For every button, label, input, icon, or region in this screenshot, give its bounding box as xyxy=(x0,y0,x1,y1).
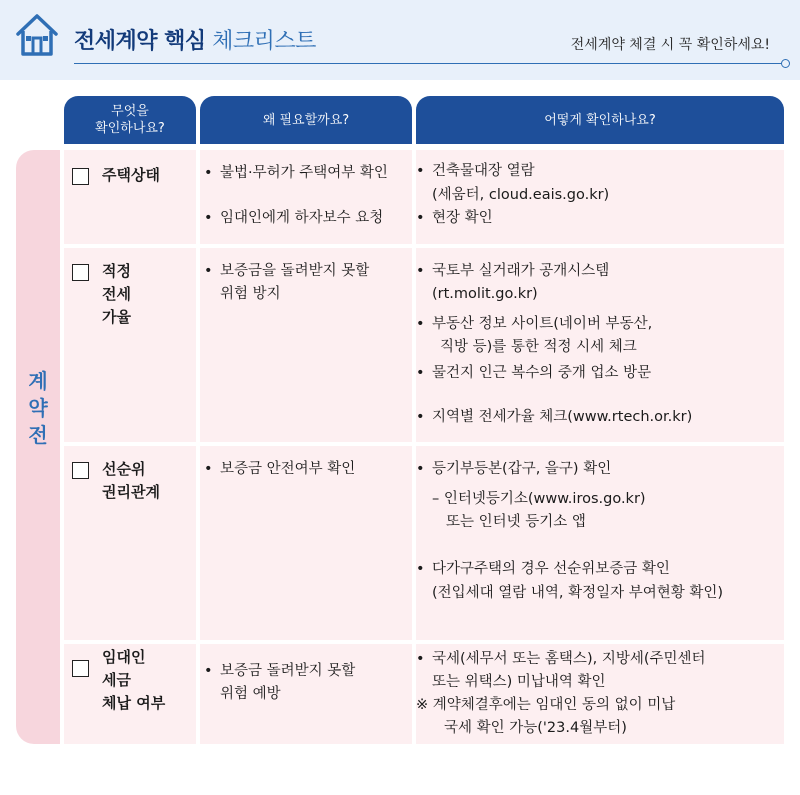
row-label-line: 체납 여부 xyxy=(102,694,166,712)
method-cell xyxy=(416,248,784,442)
row-label-line: 가율 xyxy=(102,308,131,326)
reason-text: 보증금 안전여부 확인 xyxy=(220,461,356,477)
page-title xyxy=(74,24,316,55)
sub-note-text: – 인터넷등기소(www.iros.go.kr) xyxy=(432,491,646,507)
header-banner xyxy=(0,0,800,80)
column-header-how-label: 어떻게 확인하나요? xyxy=(544,112,656,128)
bullet: • xyxy=(204,461,213,477)
bullet: • xyxy=(416,561,425,577)
column-header-how xyxy=(416,96,784,144)
checklist-row-jeonse-ratio xyxy=(64,248,784,442)
row-label-cell xyxy=(64,446,196,640)
bullet: • xyxy=(416,365,425,381)
row-label xyxy=(102,458,197,504)
bullet: • xyxy=(416,409,425,425)
side-label-char: 계 xyxy=(28,369,48,393)
method-text: 등기부등본(갑구, 을구) 확인 xyxy=(432,461,612,477)
title-bold: 전세계약 핵심 xyxy=(74,29,206,54)
row-label-line: 임대인 xyxy=(102,648,146,666)
rule-dot xyxy=(781,59,790,68)
method-text: 현장 확인 xyxy=(432,210,493,226)
reason-cell xyxy=(200,644,412,744)
row-label xyxy=(102,164,197,187)
bullet: • xyxy=(204,165,213,181)
row-label xyxy=(102,260,197,329)
row-label-line: 세금 xyxy=(102,671,131,689)
reason-cell xyxy=(200,446,412,640)
column-header-why-label: 왜 필요할까요? xyxy=(262,112,350,128)
method-cell xyxy=(416,644,784,744)
row-label-line: 전세 xyxy=(102,285,131,303)
column-header-why xyxy=(200,96,412,144)
reason-cell xyxy=(200,150,412,244)
bullet: • xyxy=(416,461,425,477)
column-header-what-line2: 확인하나요? xyxy=(95,121,165,136)
bullet: • xyxy=(204,210,213,226)
bullet: • xyxy=(416,316,425,332)
column-header-what xyxy=(64,96,196,144)
note-text: 국세 확인 가능('23.4월부터) xyxy=(444,720,627,736)
reason-cell xyxy=(200,248,412,442)
method-text: 직방 등)를 통한 적정 시세 체크 xyxy=(440,339,637,355)
row-label-line: 권리관계 xyxy=(102,483,160,501)
method-text: 국세(세무서 또는 홈택스), 지방세(주민센터 xyxy=(432,651,706,667)
reason-text: 임대인에게 하자보수 요청 xyxy=(220,210,384,226)
method-text: 국토부 실거래가 공개시스템 xyxy=(432,263,610,279)
note-text: ※ 계약체결후에는 임대인 동의 없이 미납 xyxy=(416,697,676,713)
method-text: 건축물대장 열람 xyxy=(432,163,535,179)
page-subtitle: 전세계약 체결 시 꼭 확인하세요! xyxy=(570,37,770,53)
bullet: • xyxy=(416,651,425,667)
checklist-row-housing xyxy=(64,150,784,244)
method-text: (rt.molit.go.kr) xyxy=(432,286,538,302)
checkbox[interactable] xyxy=(72,168,89,185)
method-text: (전입세대 열람 내역, 확정일자 부여현황 확인) xyxy=(432,585,724,601)
reason-text: 불법·무허가 주택여부 확인 xyxy=(220,165,388,181)
row-label-line: 주택상태 xyxy=(102,166,160,184)
checklist-row-priority-rights xyxy=(64,446,784,640)
row-label-line: 선순위 xyxy=(102,460,146,478)
checkbox[interactable] xyxy=(72,660,89,677)
side-label xyxy=(16,368,60,449)
bullet: • xyxy=(416,210,425,226)
row-label-line: 적정 xyxy=(102,262,131,280)
method-text: 또는 위택스) 미납내역 확인 xyxy=(432,674,606,690)
bullet: • xyxy=(416,263,425,279)
row-label-cell xyxy=(64,644,196,744)
checklist-row-landlord-tax xyxy=(64,644,784,744)
method-cell xyxy=(416,150,784,244)
reason-text: 위험 방지 xyxy=(220,286,281,302)
column-header-what-line1: 무엇을 xyxy=(111,104,149,119)
house-icon xyxy=(12,10,62,60)
checkbox[interactable] xyxy=(72,462,89,479)
method-text: 부동산 정보 사이트(네이버 부동산, xyxy=(432,316,653,332)
bullet: • xyxy=(204,263,213,279)
method-text: 물건지 인근 복수의 중개 업소 방문 xyxy=(432,365,652,381)
reason-text: 위험 예방 xyxy=(220,686,281,702)
reason-text: 보증금 돌려받지 못할 xyxy=(220,663,356,679)
row-label-cell xyxy=(64,150,196,244)
bullet: • xyxy=(204,663,213,679)
title-rule xyxy=(74,63,786,64)
method-text: (세움터, cloud.eais.go.kr) xyxy=(432,187,610,203)
bullet: • xyxy=(416,163,425,179)
reason-text: 보증금을 돌려받지 못할 xyxy=(220,263,370,279)
side-label-char: 전 xyxy=(28,423,48,447)
sub-note-text: 또는 인터넷 등기소 앱 xyxy=(446,514,586,530)
checkbox[interactable] xyxy=(72,264,89,281)
side-label-char: 약 xyxy=(28,396,48,420)
method-text: 다가구주택의 경우 선순위보증금 확인 xyxy=(432,561,670,577)
row-label-cell xyxy=(64,248,196,442)
title-light: 체크리스트 xyxy=(212,29,316,54)
row-label xyxy=(102,646,197,715)
method-cell xyxy=(416,446,784,640)
method-text: 지역별 전세가율 체크(www.rtech.or.kr) xyxy=(432,409,693,425)
